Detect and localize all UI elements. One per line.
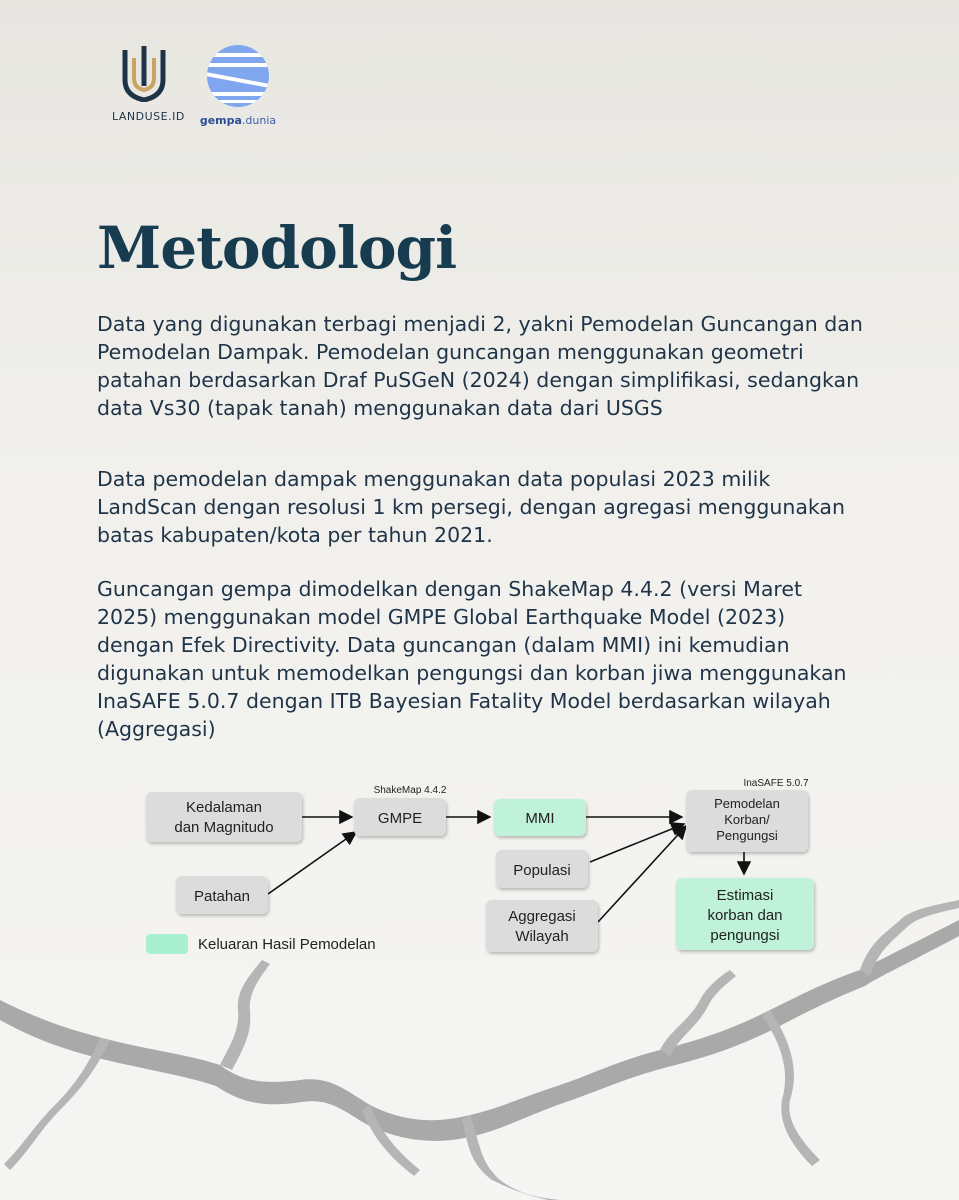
shakemap-label: ShakeMap 4.4.2 — [373, 785, 447, 796]
node-kedalaman — [146, 792, 302, 842]
node-aggregasi-line1: Aggregasi — [508, 908, 576, 925]
node-gmpe-line1: GMPE — [377, 810, 423, 827]
node-estimasi — [676, 878, 814, 950]
gempa-label-bold: gempa — [199, 114, 242, 127]
node-pemodelan — [686, 790, 808, 852]
landuse-label: LANDUSE.ID — [112, 110, 185, 123]
gempa-label — [198, 114, 278, 127]
gempa-logo — [198, 44, 278, 127]
node-kedalaman-line1: Kedalaman — [186, 799, 262, 816]
node-estimasi-line2: korban dan — [707, 907, 783, 924]
legend-swatch — [146, 934, 188, 954]
legend-label: Keluaran Hasil Pemodelan — [198, 936, 376, 953]
node-patahan-line1: Patahan — [194, 888, 250, 905]
node-mmi — [494, 799, 586, 836]
node-aggregasi-line2: Wilayah — [515, 928, 569, 945]
node-mmi-line1: MMI — [525, 810, 555, 827]
logo-group — [112, 44, 282, 127]
node-estimasi-line1: Estimasi — [716, 887, 774, 904]
node-pemodelan-line1: Pemodelan — [714, 796, 780, 811]
page-title: Metodologi — [97, 214, 457, 282]
node-pemodelan-line3: Pengungsi — [716, 828, 778, 843]
node-pemodelan-line2: Korban/ — [724, 812, 770, 827]
node-gmpe — [354, 798, 446, 836]
legend — [146, 934, 376, 954]
methodology-flow-diagram — [0, 760, 959, 980]
node-kedalaman-line2: dan Magnitudo — [174, 819, 274, 836]
node-populasi-line1: Populasi — [513, 862, 571, 879]
paragraph-data-sources: Data yang digunakan terbagi menjadi 2, yakni Pemodelan Guncangan dan Pemodelan Dampak. Pemodelan guncangan menggunakan geometri patahan berdasarkan Draf PuSGeN (2024) dengan simplifikasi, sedangkan data Vs30 (tapak tanah) menggunakan data dari USGS — [97, 312, 863, 420]
gempa-globe-icon — [206, 44, 270, 108]
landuse-emblem-icon — [119, 44, 169, 102]
node-estimasi-line3: pengungsi — [710, 927, 780, 944]
node-populasi — [496, 850, 588, 888]
landuse-logo — [112, 44, 185, 123]
paragraph-impact-data: Data pemodelan dampak menggunakan data populasi 2023 milik LandScan dengan resolusi 1 km persegi, dengan agregasi menggunakan batas kabupaten/kota per tahun 2021. — [97, 467, 845, 547]
gempa-label-rest: .dunia — [241, 114, 277, 127]
paragraph-shakemap: Guncangan gempa dimodelkan dengan ShakeMap 4.4.2 (versi Maret 2025) menggunakan model GMPE Global Earthquake Model (2023) dengan Efek Directivity. Data guncangan (dalam MMI) ini kemudian digunakan untuk memodelkan pengungsi dan korban jiwa menggunakan InaSAFE 5.0.7 dengan ITB Bayesian Fatality Model berdasarkan wilayah (Aggregasi) — [97, 577, 847, 741]
node-aggregasi — [486, 900, 598, 952]
inasafe-label: InaSAFE 5.0.7 — [743, 778, 809, 789]
node-patahan — [176, 876, 268, 914]
